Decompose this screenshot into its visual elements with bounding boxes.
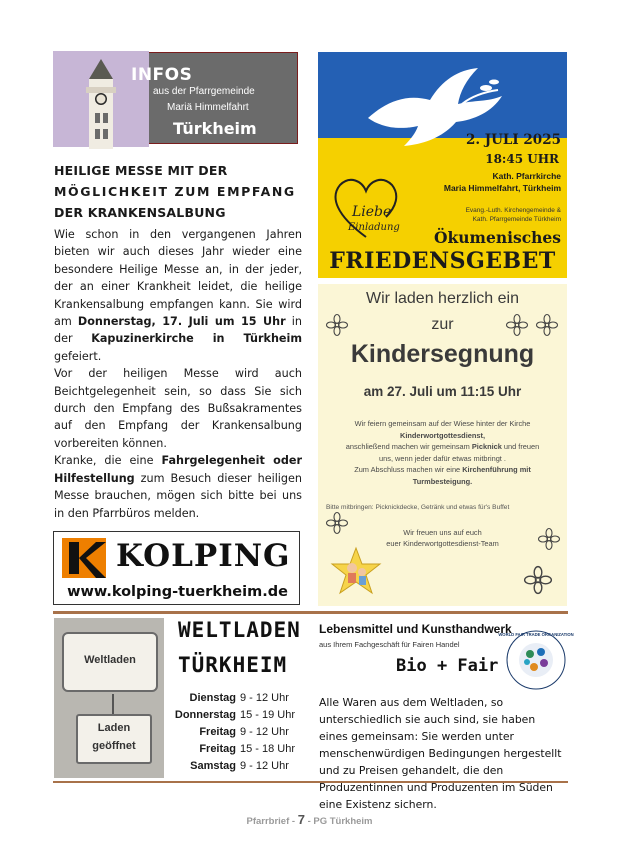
hours-row bbox=[166, 692, 304, 709]
kolping-url-link[interactable]: www.kolping-tuerkheim.de bbox=[67, 584, 288, 600]
kindersegnung-bring: Bitte mitbringen: Picknickdecke, Getränk und etwas für's Buffet bbox=[326, 504, 510, 511]
einladung-script: Einladung bbox=[348, 222, 400, 233]
hours-row bbox=[166, 709, 304, 726]
wfto-logo-icon bbox=[498, 630, 574, 690]
friedensgebet-org-1: Evang.-Luth. Kirchengemeinde & bbox=[465, 207, 561, 214]
hours-time: 15 - 18 Uhr bbox=[240, 743, 296, 755]
geoeffnet-sign-text: geöffnet bbox=[92, 740, 136, 752]
hours-day: Donnerstag bbox=[174, 709, 236, 721]
weltladen-title: WELTLADEN bbox=[178, 618, 301, 642]
desc-line-1: Wir feiern gemeinsam auf der Wiese hinter der Kirche bbox=[354, 419, 531, 428]
flower-icon bbox=[524, 566, 552, 594]
section-divider bbox=[53, 611, 568, 614]
friedensgebet-poster bbox=[318, 52, 567, 278]
p3-text-c: zum Besuch dieser heiligen Messe brauchen, mögen sich bitte bei uns in den Pfarrbüros melden. bbox=[54, 471, 302, 520]
hours-day: Freitag bbox=[199, 726, 236, 738]
oekumenisches-label: Ökumenisches bbox=[434, 228, 561, 247]
friedensgebet-title: FRIEDENSGEBET bbox=[329, 248, 556, 274]
footer-label: Pfarrbrief - bbox=[246, 816, 296, 827]
shop-title: Lebensmittel und Kunsthandwerk bbox=[319, 622, 512, 636]
page-number: 7 bbox=[297, 812, 305, 827]
desc-5a: Zum Abschluss machen wir eine bbox=[354, 465, 463, 474]
infos-header bbox=[54, 52, 298, 144]
desc-3b: Picknick bbox=[471, 442, 502, 451]
infos-subtitle-2: Mariä Himmelfahrt bbox=[167, 102, 249, 113]
kindersegnung-poster bbox=[318, 284, 567, 606]
kindersegnung-line-2: zur bbox=[431, 316, 454, 333]
opening-hours bbox=[166, 692, 304, 777]
infos-title: INFOS bbox=[131, 65, 193, 85]
p3-help: Fahrgelegenheit oder Hilfestellung bbox=[54, 454, 302, 485]
kindersegnung-description bbox=[324, 418, 561, 487]
flower-icon bbox=[326, 512, 348, 534]
kids-star-illustration-icon bbox=[328, 546, 384, 598]
friedensgebet-date: 2. JULI 2025 bbox=[465, 132, 561, 148]
flower-icon bbox=[326, 314, 348, 336]
p1-text-e: gefeiert. bbox=[54, 349, 102, 363]
desc-line-5 bbox=[324, 464, 561, 476]
headline-line-2: MÖGLICHKEIT ZUM EMPFANG bbox=[54, 184, 296, 199]
desc-line-3 bbox=[324, 441, 561, 453]
flower-icon bbox=[506, 314, 528, 336]
desc-line-6: Turmbesteigung. bbox=[412, 476, 473, 486]
hours-row bbox=[166, 726, 304, 743]
infos-place: Türkheim bbox=[173, 119, 257, 138]
weltladen-sign bbox=[62, 632, 158, 692]
flower-icon bbox=[536, 314, 558, 336]
article-paragraph-3 bbox=[54, 452, 302, 522]
p1-date: Donnerstag, 17. Juli um 15 Uhr bbox=[77, 315, 286, 329]
hours-row bbox=[166, 760, 304, 777]
hours-day: Samstag bbox=[190, 760, 236, 772]
article-headline bbox=[54, 160, 302, 223]
desc-5b: Kirchenführung mit bbox=[462, 465, 531, 474]
headline-line-3: DER KRANKENSALBUNG bbox=[54, 205, 226, 220]
p1-location: Kapuzinerkirche in Türkheim bbox=[91, 332, 302, 346]
liebe-script: Liebe bbox=[352, 204, 392, 220]
weltladen-photo bbox=[54, 618, 164, 778]
flower-icon bbox=[538, 528, 560, 550]
hours-time: 9 - 12 Uhr bbox=[240, 692, 289, 704]
weltladen-place: TÜRKHEIM bbox=[178, 653, 288, 677]
kindersegnung-thanks-2: euer Kinderwortgottesdienst-Team bbox=[386, 539, 499, 548]
desc-3c: und freuen bbox=[501, 442, 540, 451]
weltladen-sign-text: Weltladen bbox=[84, 654, 136, 666]
p1-text-c: in der bbox=[54, 315, 302, 346]
headline-line-1: HEILIGE MESSE MIT DER bbox=[54, 163, 228, 178]
shop-subtitle: aus Ihrem Fachgeschäft für Fairen Handel bbox=[319, 640, 460, 649]
footer-suffix: - PG Türkheim bbox=[307, 816, 373, 827]
p3-text-a: Kranke, die eine bbox=[54, 454, 162, 468]
hours-time: 9 - 12 Uhr bbox=[240, 760, 289, 772]
page-footer bbox=[0, 812, 619, 827]
kindersegnung-title: Kindersegnung bbox=[350, 340, 535, 368]
kolping-ad[interactable] bbox=[53, 531, 300, 605]
hours-time: 15 - 19 Uhr bbox=[240, 709, 296, 721]
infos-subtitle-1: aus der Pfarrgemeinde bbox=[153, 86, 255, 97]
hours-day: Freitag bbox=[199, 743, 236, 755]
desc-3a: anschließend machen wir gemeinsam bbox=[345, 442, 472, 451]
friedensgebet-church-1: Kath. Pfarrkirche bbox=[492, 171, 561, 181]
kolping-k-logo-icon bbox=[62, 538, 106, 578]
kindersegnung-thanks-1: Wir freuen uns auf euch bbox=[403, 528, 482, 537]
article-body bbox=[54, 226, 302, 522]
bio-fair-label: Bio + Fair bbox=[396, 656, 499, 676]
friedensgebet-time: 18:45 UHR bbox=[485, 152, 559, 166]
kindersegnung-line-1: Wir laden herzlich ein bbox=[366, 290, 519, 307]
shop-description: Alle Waren aus dem Weltladen, so unterschiedlich sie auch sind, sie haben eines gemeinsam: Sie werden unter menschenwürdigen Bedingungen hergestellt und zu Preisen gehandelt, die den Produzentinnen und Produzenten im Süden eine Existenz sichern. bbox=[319, 696, 562, 811]
article-paragraph-2: Vor der heiligen Messe wird auch Beichtgelegenheit sein, so dass Sie sich durch den Empfang des Bußsakramentes auf den Empfang der Krankensalbung vorbereiten können. bbox=[54, 367, 302, 450]
p1-text-a: Wie schon in den vergangenen Jahren bieten wir auch dieses Jahr wieder eine besondere Heilige Messe an, in der jeder, der an einer Krankheit leidet, die heilige Krankensalbung empfangen kann. Sie wird am bbox=[54, 228, 302, 329]
article-paragraph-1 bbox=[54, 226, 302, 365]
hours-time: 9 - 12 Uhr bbox=[240, 726, 289, 738]
wfto-logo-text: WORLD FAIR TRADE ORGANIZATION bbox=[498, 632, 574, 637]
kolping-name: KOLPING bbox=[116, 538, 291, 574]
friedensgebet-org-2: Kath. Pfarrgemeinde Türkheim bbox=[472, 216, 561, 223]
desc-line-2: Kinderwortgottesdienst, bbox=[400, 430, 485, 440]
friedensgebet-church-2: Maria Himmelfahrt, Türkheim bbox=[443, 183, 561, 193]
kindersegnung-date: am 27. Juli um 11:15 Uhr bbox=[363, 384, 522, 399]
laden-sign-text: Laden bbox=[97, 722, 131, 734]
hours-row bbox=[166, 743, 304, 760]
hours-day: Dienstag bbox=[189, 692, 236, 704]
sign-chain bbox=[112, 694, 114, 716]
laden-geoeffnet-sign bbox=[76, 714, 152, 764]
desc-line-4: uns, wenn jeder dafür etwas mitbringt . bbox=[379, 453, 506, 463]
